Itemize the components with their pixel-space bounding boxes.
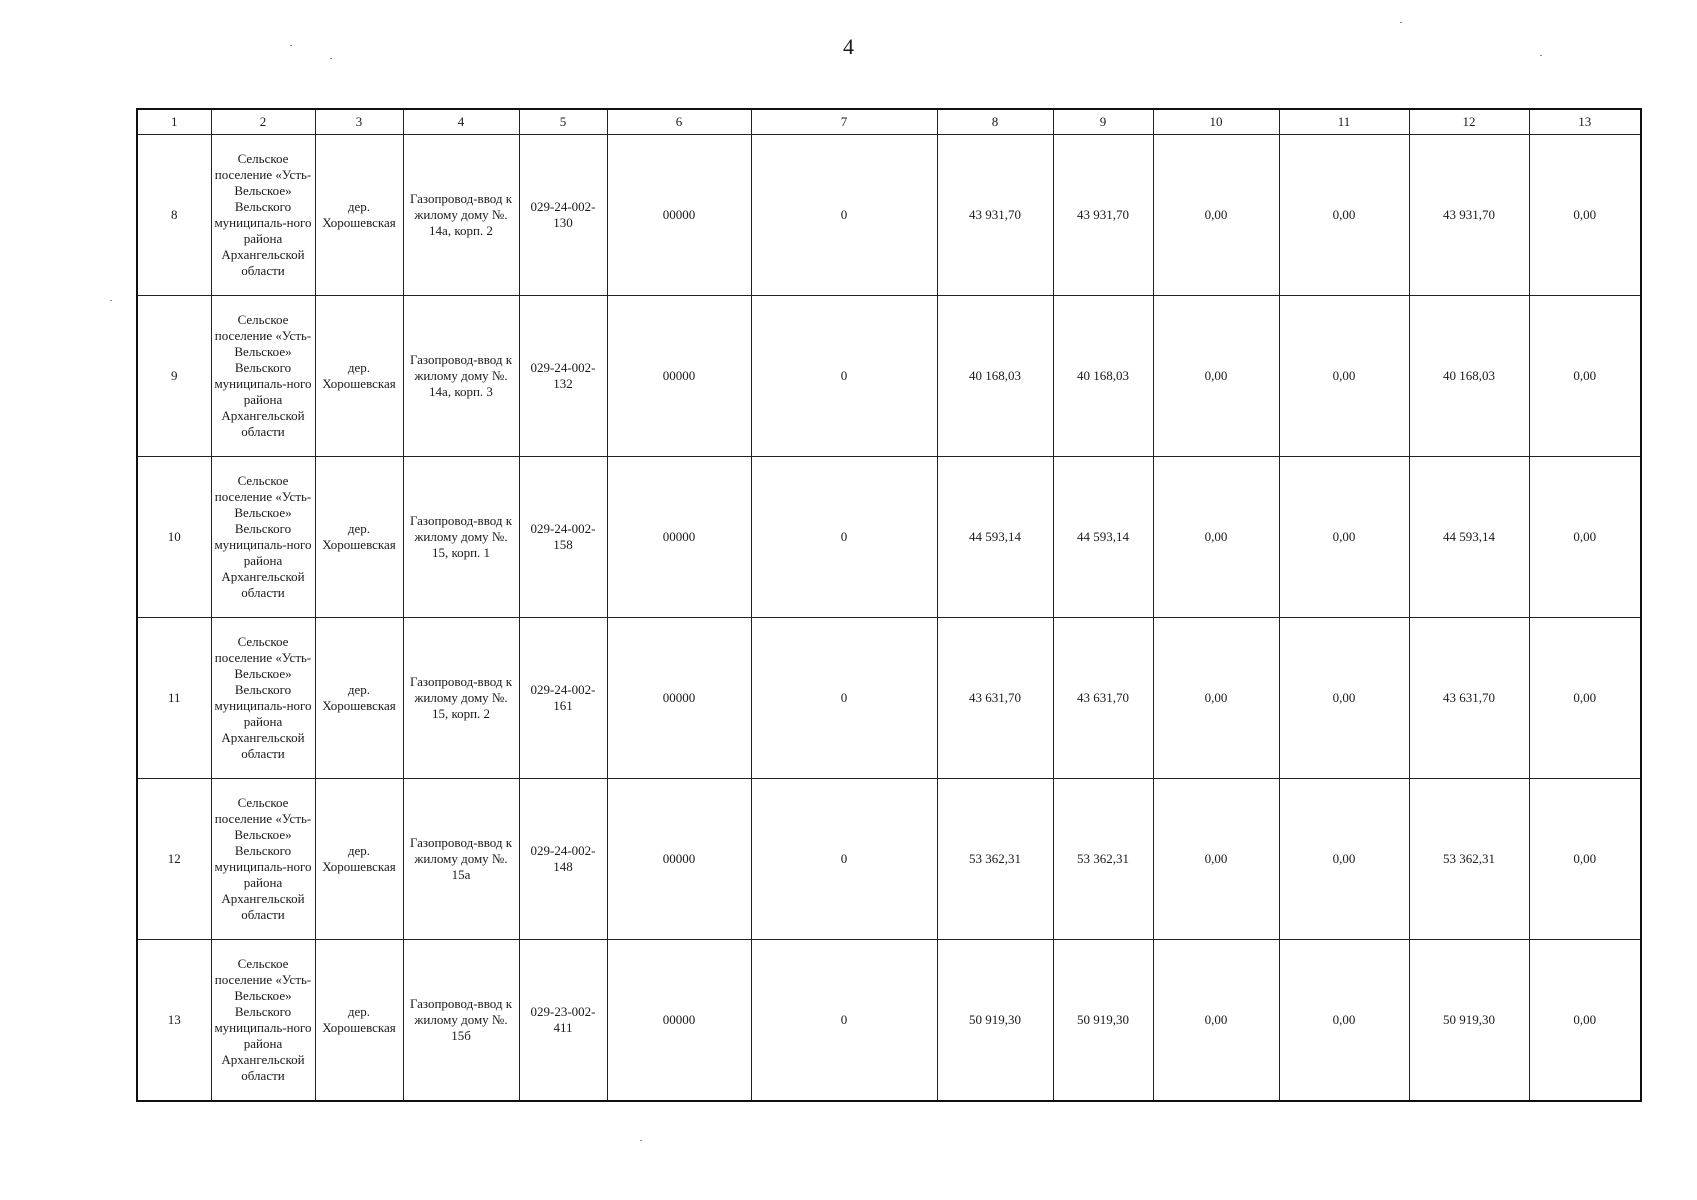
table-cell-c6: 00000 xyxy=(607,296,751,457)
table-row xyxy=(137,779,1641,940)
scan-speck xyxy=(1540,55,1542,56)
table-cell-c13: 0,00 xyxy=(1529,940,1641,1101)
table-cell-c10: 0,00 xyxy=(1153,135,1279,296)
table-cell-c5: 029-24-002-158 xyxy=(519,457,607,618)
table-cell-c2: Сельское поселение «Усть-Вельское» Вельского муниципаль-ного района Архангельской области xyxy=(211,457,315,618)
table-cell-c13: 0,00 xyxy=(1529,135,1641,296)
table-cell-c8: 43 631,70 xyxy=(937,618,1053,779)
table-cell-c1: 11 xyxy=(137,618,211,779)
table-cell-c9: 43 631,70 xyxy=(1053,618,1153,779)
table-cell-c2: Сельское поселение «Усть-Вельское» Вельского муниципаль-ного района Архангельской области xyxy=(211,940,315,1101)
table-row xyxy=(137,135,1641,296)
table-cell-c2: Сельское поселение «Усть-Вельское» Вельского муниципаль-ного района Архангельской области xyxy=(211,135,315,296)
table-cell-c3: дер. Хорошевская xyxy=(315,618,403,779)
table-cell-c6: 00000 xyxy=(607,135,751,296)
table-cell-c3: дер. Хорошевская xyxy=(315,296,403,457)
page-number: 4 xyxy=(843,34,854,59)
table-cell-c6: 00000 xyxy=(607,457,751,618)
column-header-1: 1 xyxy=(137,109,211,135)
table-cell-c5: 029-24-002-161 xyxy=(519,618,607,779)
table-cell-c10: 0,00 xyxy=(1153,457,1279,618)
table-body xyxy=(137,135,1641,1101)
table-cell-c7: 0 xyxy=(751,779,937,940)
table-cell-c1: 13 xyxy=(137,940,211,1101)
table-cell-c9: 43 931,70 xyxy=(1053,135,1153,296)
table-cell-c7: 0 xyxy=(751,618,937,779)
table-cell-c11: 0,00 xyxy=(1279,618,1409,779)
header-row xyxy=(137,109,1641,135)
table-cell-c8: 40 168,03 xyxy=(937,296,1053,457)
table-cell-c9: 44 593,14 xyxy=(1053,457,1153,618)
table-cell-c6: 00000 xyxy=(607,618,751,779)
column-header-3: 3 xyxy=(315,109,403,135)
table-cell-c3: дер. Хорошевская xyxy=(315,779,403,940)
table-cell-c10: 0,00 xyxy=(1153,779,1279,940)
table-cell-c13: 0,00 xyxy=(1529,618,1641,779)
table-cell-c4: Газопровод-ввод к жилому дому №. 14а, корп. 3 xyxy=(403,296,519,457)
table-cell-c11: 0,00 xyxy=(1279,457,1409,618)
table-cell-c3: дер. Хорошевская xyxy=(315,940,403,1101)
table-cell-c7: 0 xyxy=(751,457,937,618)
column-header-11: 11 xyxy=(1279,109,1409,135)
column-header-13: 13 xyxy=(1529,109,1641,135)
table-cell-c13: 0,00 xyxy=(1529,457,1641,618)
registry-table xyxy=(136,108,1642,1102)
table-cell-c13: 0,00 xyxy=(1529,779,1641,940)
table-cell-c1: 9 xyxy=(137,296,211,457)
table-row xyxy=(137,940,1641,1101)
scan-speck xyxy=(110,300,112,301)
table-cell-c10: 0,00 xyxy=(1153,296,1279,457)
table-cell-c4: Газопровод-ввод к жилому дому №. 15б xyxy=(403,940,519,1101)
table-cell-c8: 43 931,70 xyxy=(937,135,1053,296)
table-row xyxy=(137,457,1641,618)
table-row xyxy=(137,618,1641,779)
table-cell-c7: 0 xyxy=(751,296,937,457)
table-cell-c6: 00000 xyxy=(607,940,751,1101)
table-cell-c9: 40 168,03 xyxy=(1053,296,1153,457)
table-cell-c5: 029-24-002-148 xyxy=(519,779,607,940)
table-cell-c12: 44 593,14 xyxy=(1409,457,1529,618)
table-cell-c4: Газопровод-ввод к жилому дому №. 15а xyxy=(403,779,519,940)
table-cell-c2: Сельское поселение «Усть-Вельское» Вельского муниципаль-ного района Архангельской области xyxy=(211,618,315,779)
column-header-12: 12 xyxy=(1409,109,1529,135)
table-cell-c8: 53 362,31 xyxy=(937,779,1053,940)
table-cell-c12: 53 362,31 xyxy=(1409,779,1529,940)
table-cell-c9: 50 919,30 xyxy=(1053,940,1153,1101)
table-cell-c6: 00000 xyxy=(607,779,751,940)
table-cell-c4: Газопровод-ввод к жилому дому №. 14а, корп. 2 xyxy=(403,135,519,296)
column-header-7: 7 xyxy=(751,109,937,135)
table-cell-c11: 0,00 xyxy=(1279,779,1409,940)
table-cell-c7: 0 xyxy=(751,135,937,296)
table-cell-c12: 40 168,03 xyxy=(1409,296,1529,457)
table-cell-c11: 0,00 xyxy=(1279,296,1409,457)
table-cell-c8: 50 919,30 xyxy=(937,940,1053,1101)
table-cell-c7: 0 xyxy=(751,940,937,1101)
table-cell-c13: 0,00 xyxy=(1529,296,1641,457)
column-header-2: 2 xyxy=(211,109,315,135)
table-cell-c5: 029-24-002-132 xyxy=(519,296,607,457)
scan-speck xyxy=(290,45,292,46)
column-header-4: 4 xyxy=(403,109,519,135)
table-cell-c2: Сельское поселение «Усть-Вельское» Вельского муниципаль-ного района Архангельской области xyxy=(211,296,315,457)
column-header-9: 9 xyxy=(1053,109,1153,135)
table-cell-c12: 50 919,30 xyxy=(1409,940,1529,1101)
table-cell-c1: 10 xyxy=(137,457,211,618)
table-cell-c1: 12 xyxy=(137,779,211,940)
table-cell-c1: 8 xyxy=(137,135,211,296)
scan-speck xyxy=(1400,22,1402,23)
scan-speck xyxy=(330,58,332,59)
scan-speck xyxy=(640,1140,642,1141)
table-cell-c10: 0,00 xyxy=(1153,940,1279,1101)
column-header-10: 10 xyxy=(1153,109,1279,135)
column-header-5: 5 xyxy=(519,109,607,135)
table-cell-c8: 44 593,14 xyxy=(937,457,1053,618)
column-header-6: 6 xyxy=(607,109,751,135)
table-cell-c5: 029-24-002-130 xyxy=(519,135,607,296)
table-cell-c4: Газопровод-ввод к жилому дому №. 15, корп. 2 xyxy=(403,618,519,779)
table-cell-c5: 029-23-002-411 xyxy=(519,940,607,1101)
table-row xyxy=(137,296,1641,457)
table-cell-c3: дер. Хорошевская xyxy=(315,135,403,296)
column-header-8: 8 xyxy=(937,109,1053,135)
table-cell-c9: 53 362,31 xyxy=(1053,779,1153,940)
table-cell-c10: 0,00 xyxy=(1153,618,1279,779)
table-cell-c11: 0,00 xyxy=(1279,135,1409,296)
table-cell-c3: дер. Хорошевская xyxy=(315,457,403,618)
table-cell-c11: 0,00 xyxy=(1279,940,1409,1101)
table-cell-c12: 43 631,70 xyxy=(1409,618,1529,779)
table-cell-c4: Газопровод-ввод к жилому дому №. 15, корп. 1 xyxy=(403,457,519,618)
table-cell-c2: Сельское поселение «Усть-Вельское» Вельского муниципаль-ного района Архангельской области xyxy=(211,779,315,940)
table-cell-c12: 43 931,70 xyxy=(1409,135,1529,296)
